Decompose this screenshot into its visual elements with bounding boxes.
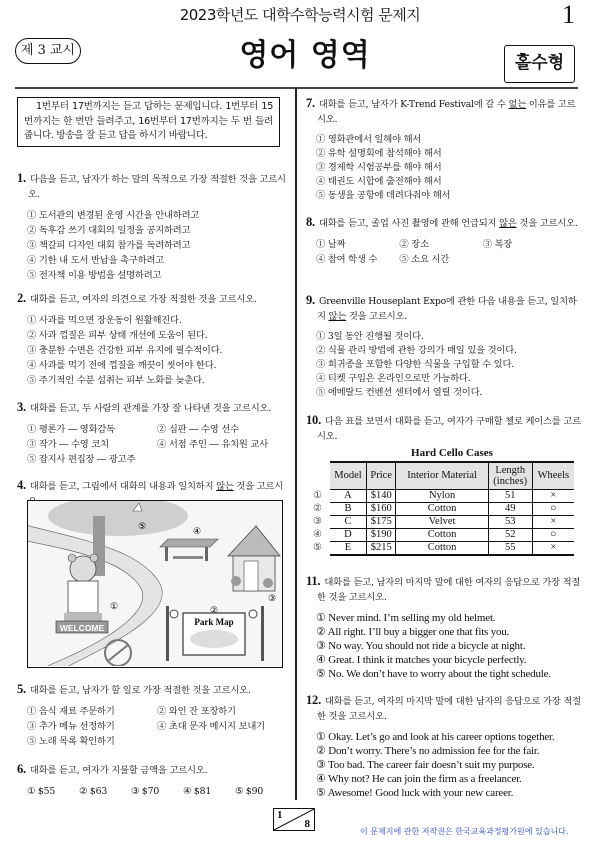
option-3[interactable]: ③ 경제학 시험공부를 해야 해서	[316, 162, 442, 173]
table-row	[330, 528, 574, 541]
option-1[interactable]: ① $55	[27, 786, 56, 797]
table-row	[330, 502, 574, 515]
table-row	[330, 515, 574, 528]
question-number: 10.	[306, 413, 322, 427]
option-3[interactable]: ③ 추가 메뉴 선정하기	[27, 721, 115, 732]
question-7	[306, 96, 581, 203]
table-cell: 51	[488, 489, 532, 502]
question-stem: 대화를 듣고, 두 사람의 관계를 가장 잘 나타낸 것을 고르시오.	[29, 403, 272, 414]
park-map-title: Park Map	[194, 617, 234, 627]
figure-label-5: ⑤	[138, 521, 147, 531]
question-number: 4.	[17, 478, 26, 492]
option-4[interactable]: ④ 태권도 시합에 출전해야 해서	[316, 176, 442, 187]
question-number: 8.	[306, 215, 315, 229]
option-4[interactable]: ④ 사과를 먹기 전에 껍질을 깨끗이 씻어야 한다.	[27, 360, 217, 371]
question-stem-end: 이유를 고르시오.	[317, 99, 576, 125]
question-number: 7.	[306, 96, 315, 110]
question-stem: Greenville Houseplant Expo에 관한 다음 내용을 듣고, 일치하지	[317, 296, 577, 322]
row-marker-3[interactable]: ③	[313, 516, 322, 527]
option-5[interactable]: ⑤ 에메랄드 컨벤션 센터에서 열릴 것이다.	[316, 387, 483, 398]
option-2[interactable]: ② 심판 ― 수영 선수	[157, 424, 239, 435]
option-5[interactable]: ⑤ 주기적인 수분 섭취는 피부 노화를 늦춘다.	[27, 375, 205, 386]
option-4[interactable]: ④ 서점 주인 ― 유치원 교사	[157, 439, 268, 450]
page-indicator	[273, 808, 315, 831]
underlined-word: 않은	[499, 218, 517, 229]
table-cell: $175	[366, 515, 395, 528]
option-4[interactable]: ④ 참여 학생 수	[316, 254, 378, 265]
question-stem: 대화를 듣고, 여자가 지불할 금액을 고르시오.	[29, 765, 208, 776]
question-5	[17, 682, 287, 749]
question-number: 5.	[17, 682, 26, 696]
option-5[interactable]: ⑤ $90	[235, 786, 264, 797]
park-illustration	[27, 500, 283, 668]
question-stem: 대화를 듣고, 졸업 사진 촬영에 관해 언급되지	[318, 218, 500, 229]
table-cell: 52	[488, 528, 532, 541]
page-number: 1	[562, 0, 575, 29]
option-3[interactable]: ③ 책갈피 디자인 대회 참가를 독려하려고	[27, 240, 191, 251]
option-2[interactable]: ② 사과 껍질은 피부 상태 개선에 도움이 된다.	[27, 330, 208, 341]
table-cell: Cotton	[396, 528, 488, 541]
option-2[interactable]: ② 와인 잔 포장하기	[157, 706, 236, 717]
option-5[interactable]: ⑤ Awesome! Good luck with your new career.	[316, 787, 514, 799]
option-1[interactable]: ① 날짜	[316, 239, 346, 250]
question-stem: 대화를 듣고, 남자가 K-Trend Festival에 갈 수	[318, 99, 509, 110]
option-1[interactable]: ① Never mind. I’m selling my old helmet.	[316, 612, 496, 624]
question-number: 2.	[17, 291, 26, 305]
option-3[interactable]: ③ 작가 ― 수영 코치	[27, 439, 109, 450]
option-1[interactable]: ① 3일 동안 진행될 것이다.	[316, 331, 424, 342]
column-header: Interior Material	[396, 462, 488, 489]
column-header: Wheels	[532, 462, 574, 489]
exam-title: 2023학년도 대학수학능력시험 문제지	[179, 6, 421, 24]
table-row	[330, 489, 574, 502]
current-page: 1	[277, 809, 283, 821]
listening-notice: 1번부터 17번까지는 듣고 답하는 문제입니다. 1번부터 15번까지는 한 번만 들려주고, 16번부터 17번까지는 두 번 들려줍니다. 방송을 잘 듣고 답을 하시기 바랍니다.	[17, 97, 280, 147]
option-1[interactable]: ① Okay. Let’s go and look at his career options together.	[316, 731, 555, 743]
question-number: 3.	[17, 400, 26, 414]
table-cell: ×	[532, 541, 574, 555]
option-5[interactable]: ⑤ 동생을 공항에 데려다줘야 해서	[316, 190, 451, 201]
underlined-word: 없는	[508, 99, 527, 110]
welcome-sign: WELCOME	[59, 623, 105, 633]
underlined-word: 않는	[328, 311, 347, 322]
question-9	[306, 293, 581, 400]
total-pages: 8	[304, 818, 310, 830]
figure-label-1: ①	[110, 601, 119, 611]
option-4[interactable]: ④ $81	[183, 786, 212, 797]
option-4[interactable]: ④ 기한 내 도서 반납을 촉구하려고	[27, 255, 165, 266]
column-divider	[295, 88, 297, 800]
table-cell: Nylon	[396, 489, 488, 502]
option-5[interactable]: ⑤ 노래 목록 확인하기	[27, 736, 115, 747]
table-cell: 53	[488, 515, 532, 528]
question-12	[306, 693, 581, 800]
option-1[interactable]: ① 영화관에서 일해야 해서	[316, 134, 422, 145]
table-cell: ○	[532, 528, 574, 541]
question-stem: 대화를 듣고, 남자가 할 일로 가장 적절한 것을 고르시오.	[29, 685, 251, 696]
question-number: 1.	[17, 171, 26, 185]
question-stem: 다음을 듣고, 남자가 하는 말의 목적으로 가장 적절한 것을 고르시오.	[28, 174, 286, 200]
table-cell: Cotton	[396, 541, 488, 555]
table-cell: $160	[366, 502, 395, 515]
option-2[interactable]: ② All right. I’ll buy a bigger one that fits you.	[316, 626, 510, 638]
table-cell: Cotton	[396, 502, 488, 515]
copyright-notice: 이 문제지에 관한 저작권은 한국교육과정평가원에 있습니다.	[360, 827, 569, 836]
flower-pot-icon	[263, 578, 273, 588]
table-cell: ×	[532, 515, 574, 528]
question-10	[306, 413, 581, 444]
question-stem-end: 것을 고르시오.	[516, 218, 578, 229]
question-number: 12.	[306, 693, 322, 707]
table-cell: D	[330, 528, 366, 541]
option-2[interactable]: ② Don’t worry. There’s no admission fee for the fair.	[316, 745, 540, 757]
form-type-badge: 홀수형	[504, 45, 575, 83]
option-4[interactable]: ④ 티켓 구입은 온라인으로만 가능하다.	[316, 373, 471, 384]
figure-label-2: ②	[210, 605, 219, 615]
table-cell: 49	[488, 502, 532, 515]
option-2[interactable]: ② $63	[79, 786, 108, 797]
question-number: 6.	[17, 762, 26, 776]
flower-pot-icon	[231, 576, 241, 586]
question-stem: 대화를 듣고, 여자의 의견으로 가장 적절한 것을 고르시오.	[29, 294, 257, 305]
question-stem-end: 것을 고르시	[236, 481, 284, 492]
table-cell: Velvet	[396, 515, 488, 528]
question-11	[306, 574, 581, 681]
question-stem: 다음 표를 보면서 대화를 듣고, 여자가 구매할 첼로 케이스를 고르시오.	[317, 416, 581, 442]
row-marker-1[interactable]: ①	[313, 490, 322, 501]
option-3[interactable]: ③ 복장	[482, 239, 513, 250]
option-3[interactable]: ③ No way. You should not ride a bicycle at night.	[316, 640, 526, 652]
table-cell: ×	[532, 489, 574, 502]
table-cell: $215	[366, 541, 395, 555]
question-stem: 대화를 듣고, 그림에서 대화의 내용과 일치하지	[29, 481, 217, 492]
option-5[interactable]: ⑤ 전자책 이용 방법을 설명하려고	[27, 270, 162, 281]
option-5[interactable]: ⑤ No. We don’t have to worry about the tight schedule.	[316, 668, 551, 680]
question-2	[17, 291, 287, 388]
table-cell: A	[330, 489, 366, 502]
option-3[interactable]: ③ 충분한 수면은 건강한 피부 유지에 필수적이다.	[27, 345, 223, 356]
option-3[interactable]: ③ 희귀종을 포함한 다양한 식물을 구입할 수 있다.	[316, 359, 514, 370]
row-marker-5[interactable]: ⑤	[313, 542, 322, 553]
option-4[interactable]: ④ 초대 문자 메시지 보내기	[157, 721, 265, 732]
question-stem: 대화를 듣고, 여자의 마지막 말에 대한 남자의 응답으로 가장 적절한 것을 고르시오.	[317, 696, 581, 722]
table-cell: $190	[366, 528, 395, 541]
option-1[interactable]: ① 음식 재료 주문하기	[27, 706, 115, 717]
figure-label-3: ③	[268, 593, 277, 603]
question-stem: 대화를 듣고, 남자의 마지막 말에 대한 여자의 응답으로 가장 적절한 것을 고르시오.	[317, 577, 581, 603]
question-1	[17, 171, 287, 283]
question-3	[17, 400, 287, 467]
option-3[interactable]: ③ Too bad. The career fair doesn’t suit my purpose.	[316, 759, 535, 771]
question-stem-end: 것을 고르시오.	[346, 311, 408, 322]
table-cell: C	[330, 515, 366, 528]
option-4[interactable]: ④ Why not? He can join the firm as a freelancer.	[316, 773, 522, 785]
question-number: 11.	[306, 574, 321, 588]
table-row	[330, 541, 574, 555]
period-badge: 제 3 교시	[15, 38, 81, 64]
table-title: Hard Cello Cases	[411, 447, 493, 459]
table-cell: $140	[366, 489, 395, 502]
option-2[interactable]: ② 장소	[399, 239, 429, 250]
option-2[interactable]: ② 식물 관리 방법에 관한 강의가 매일 있을 것이다.	[316, 345, 517, 356]
table-cell: ○	[532, 502, 574, 515]
question-number: 9.	[306, 293, 315, 307]
underlined-word: 않는	[216, 481, 234, 492]
option-1[interactable]: ① 평론가 ― 영화감독	[27, 424, 115, 435]
row-marker-2[interactable]: ②	[313, 503, 322, 514]
option-2[interactable]: ② 독후감 쓰기 대회의 일정을 공지하려고	[27, 225, 191, 236]
column-header: Length (inches)	[488, 462, 532, 489]
column-header: Price	[366, 462, 395, 489]
column-header: Model	[330, 462, 366, 489]
table-cell: E	[330, 541, 366, 555]
option-4[interactable]: ④ Great. I think it matches your bicycle perfectly.	[316, 654, 527, 666]
table-cell: B	[330, 502, 366, 515]
question-6	[17, 762, 287, 799]
row-marker-4[interactable]: ④	[313, 529, 322, 540]
figure-label-4: ④	[193, 526, 202, 536]
option-5[interactable]: ⑤ 소요 시간	[399, 254, 450, 265]
option-5[interactable]: ⑤ 잡지사 편집장 ― 광고주	[27, 454, 136, 465]
option-3[interactable]: ③ $70	[131, 786, 160, 797]
option-1[interactable]: ① 사과를 먹으면 장운동이 원활해진다.	[27, 315, 182, 326]
option-2[interactable]: ② 유학 설명회에 참석해야 해서	[316, 148, 442, 159]
option-1[interactable]: ① 도서관의 변경된 운영 시간을 안내하려고	[27, 210, 200, 221]
cello-cases-table	[330, 461, 574, 556]
question-8	[306, 215, 581, 267]
table-cell: 55	[488, 541, 532, 555]
subject-title: 영어 영역	[239, 38, 371, 73]
